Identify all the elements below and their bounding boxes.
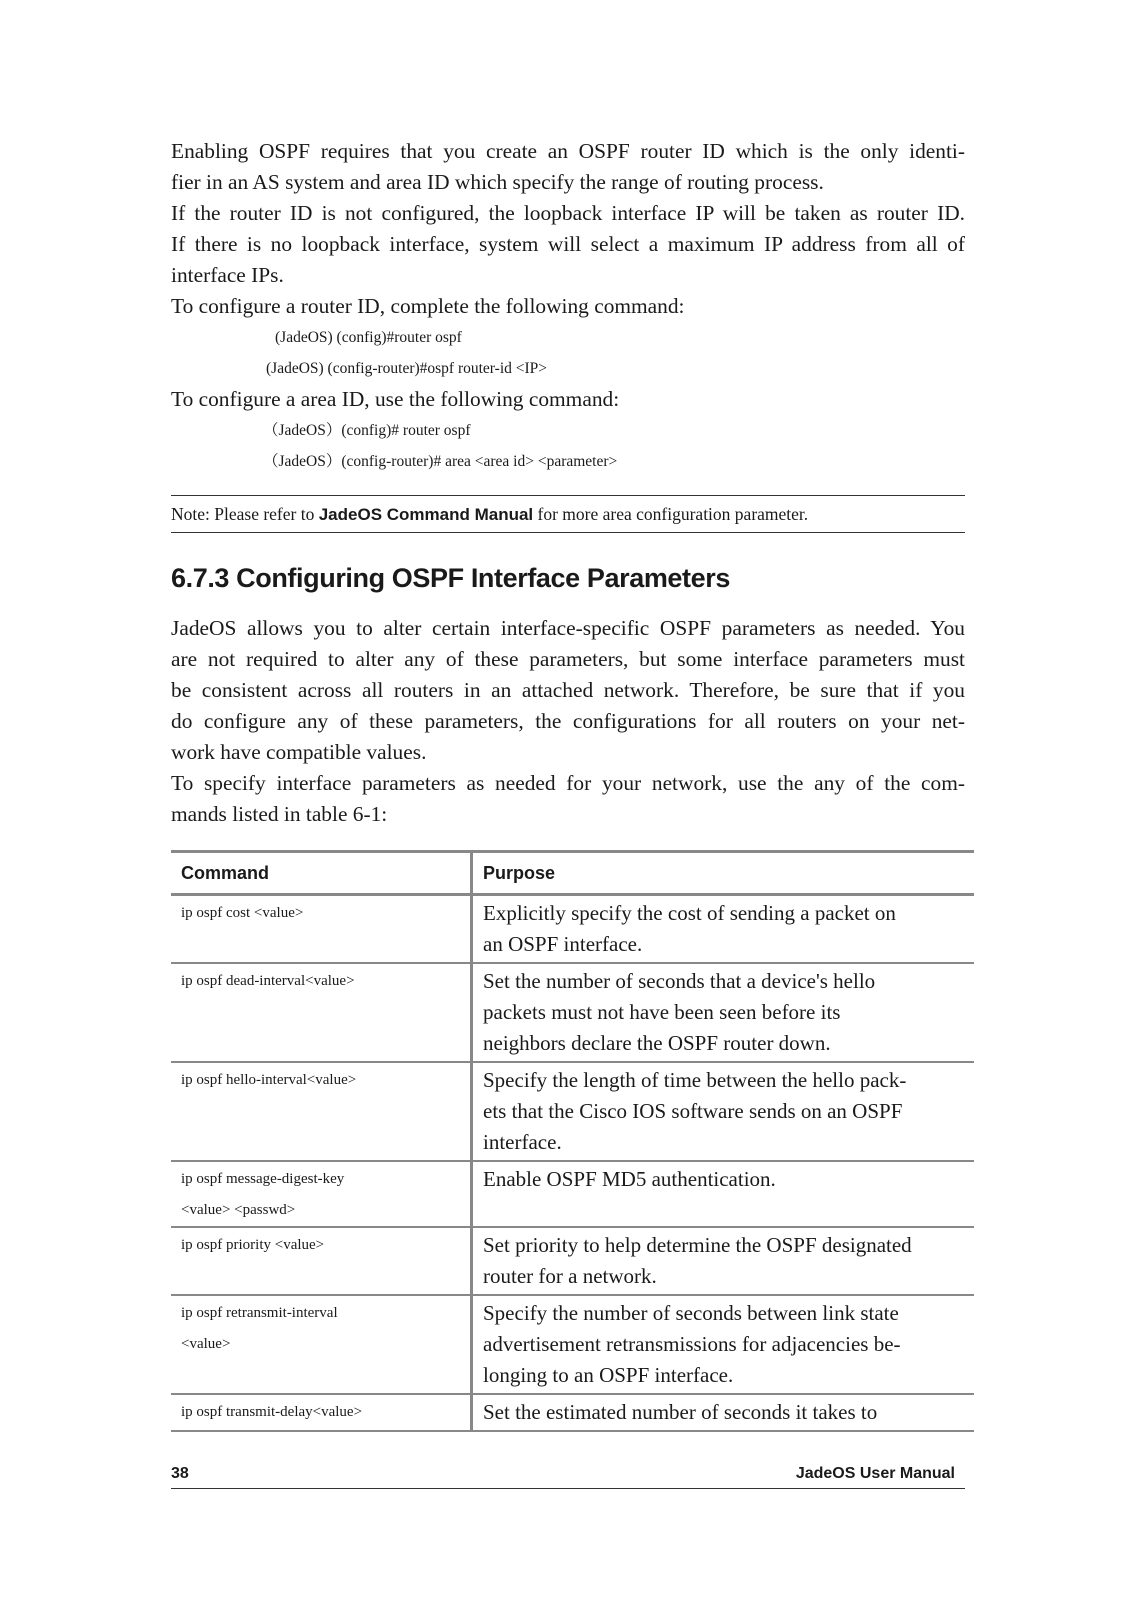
section-paragraph-2 xyxy=(171,768,965,830)
command-cell xyxy=(171,1227,472,1295)
intro-paragraph-4: To configure a area ID, use the following command: xyxy=(171,387,620,411)
section-paragraph-1 xyxy=(171,613,965,768)
code-line: (JadeOS) (config)#router ospf xyxy=(275,329,462,346)
code-line: (JadeOS) (config-router)#ospf router-id <IP> xyxy=(266,360,548,377)
column-header-purpose: Purpose xyxy=(472,852,975,895)
text-line: are not required to alter any of these parameters, but some interface parameters must xyxy=(171,647,965,671)
command-text: ip ospf cost <value> xyxy=(181,905,304,921)
text-line: interface IPs. xyxy=(171,263,284,287)
purpose-text: Set the number of seconds that a device's hello xyxy=(483,969,876,993)
purpose-cell xyxy=(472,1161,975,1227)
text-line: fier in an AS system and area ID which specify the range of routing process. xyxy=(171,170,824,194)
purpose-text: longing to an OSPF interface. xyxy=(483,1363,734,1387)
purpose-cell xyxy=(472,895,975,964)
command-text: ip ospf hello-interval<value> xyxy=(181,1072,357,1088)
command-text: ip ospf message-digest-key xyxy=(181,1171,345,1187)
command-text: <value> <passwd> xyxy=(181,1202,296,1218)
command-cell xyxy=(171,1161,472,1227)
text-line: Enabling OSPF requires that you create an OSPF router ID which is the only identi- xyxy=(171,139,965,163)
purpose-text: Set priority to help determine the OSPF designated xyxy=(483,1233,912,1257)
command-cell xyxy=(171,1394,472,1431)
manual-title: JadeOS User Manual xyxy=(795,1465,955,1482)
purpose-text: Enable OSPF MD5 authentication. xyxy=(483,1167,776,1191)
purpose-cell xyxy=(472,1062,975,1161)
intro-paragraph-2 xyxy=(171,198,965,291)
note-suffix: for more area configuration parameter. xyxy=(533,504,809,524)
text-line: mands listed in table 6-1: xyxy=(171,802,388,826)
purpose-cell xyxy=(472,1227,975,1295)
table-row xyxy=(171,963,974,1062)
table-row xyxy=(171,1394,974,1431)
table-row xyxy=(171,895,974,964)
purpose-text: Specify the length of time between the hello pack- xyxy=(483,1068,907,1092)
code-line: （JadeOS）(config-router)# area <area id> <parameter> xyxy=(263,453,618,470)
text-line: do configure any of these parameters, the configurations for all routers on your net- xyxy=(171,709,965,733)
page-number: 38 xyxy=(171,1465,189,1482)
purpose-text: an OSPF interface. xyxy=(483,932,643,956)
table-row xyxy=(171,1227,974,1295)
command-text: ip ospf dead-interval<value> xyxy=(181,973,355,989)
purpose-text: router for a network. xyxy=(483,1264,657,1288)
text-line: To specify interface parameters as needed for your network, use the any of the com- xyxy=(171,771,965,795)
purpose-cell xyxy=(472,1295,975,1394)
purpose-cell xyxy=(472,963,975,1062)
table-row xyxy=(171,1062,974,1161)
page-content xyxy=(171,136,965,830)
note-box xyxy=(171,495,965,533)
command-text: ip ospf transmit-delay<value> xyxy=(181,1404,363,1420)
intro-paragraph-1 xyxy=(171,136,965,198)
table-body xyxy=(171,895,974,1432)
command-cell xyxy=(171,1295,472,1394)
text-line: work have compatible values. xyxy=(171,740,427,764)
table-row xyxy=(171,1295,974,1394)
ospf-interface-command-table xyxy=(171,850,974,1432)
purpose-text: interface. xyxy=(483,1130,562,1154)
text-line: be consistent across all routers in an attached network. Therefore, be sure that if you xyxy=(171,678,965,702)
purpose-text: advertisement retransmissions for adjacencies be- xyxy=(483,1332,901,1356)
command-text: <value> xyxy=(181,1336,231,1352)
purpose-text: Specify the number of seconds between link state xyxy=(483,1301,899,1325)
note-prefix: Note: Please refer to xyxy=(171,504,319,524)
purpose-text: Set the estimated number of seconds it takes to xyxy=(483,1400,878,1424)
command-cell xyxy=(171,1062,472,1161)
text-line: If there is no loopback interface, system will select a maximum IP address from all of xyxy=(171,232,965,256)
purpose-text: ets that the Cisco IOS software sends on an OSPF xyxy=(483,1099,903,1123)
purpose-text: packets must not have been seen before its xyxy=(483,1000,841,1024)
code-line: （JadeOS）(config)# router ospf xyxy=(263,422,471,439)
purpose-text: Explicitly specify the cost of sending a packet on xyxy=(483,901,896,925)
note-manual-name: JadeOS Command Manual xyxy=(318,505,534,524)
command-cell xyxy=(171,963,472,1062)
section-heading: 6.7.3 Configuring OSPF Interface Parameters xyxy=(171,563,730,593)
table-row xyxy=(171,1161,974,1227)
column-header-command: Command xyxy=(171,852,472,895)
command-cell xyxy=(171,895,472,964)
intro-paragraph-3: To configure a router ID, complete the following command: xyxy=(171,294,685,318)
page-footer xyxy=(171,1460,965,1489)
text-line: JadeOS allows you to alter certain interface-specific OSPF parameters as needed. You xyxy=(171,616,965,640)
table-header-row xyxy=(171,852,974,895)
command-text: ip ospf priority <value> xyxy=(181,1237,325,1253)
purpose-cell xyxy=(472,1394,975,1431)
purpose-text: neighbors declare the OSPF router down. xyxy=(483,1031,831,1055)
command-text: ip ospf retransmit-interval xyxy=(181,1305,338,1321)
text-line: If the router ID is not configured, the loopback interface IP will be taken as router ID. xyxy=(171,201,965,225)
